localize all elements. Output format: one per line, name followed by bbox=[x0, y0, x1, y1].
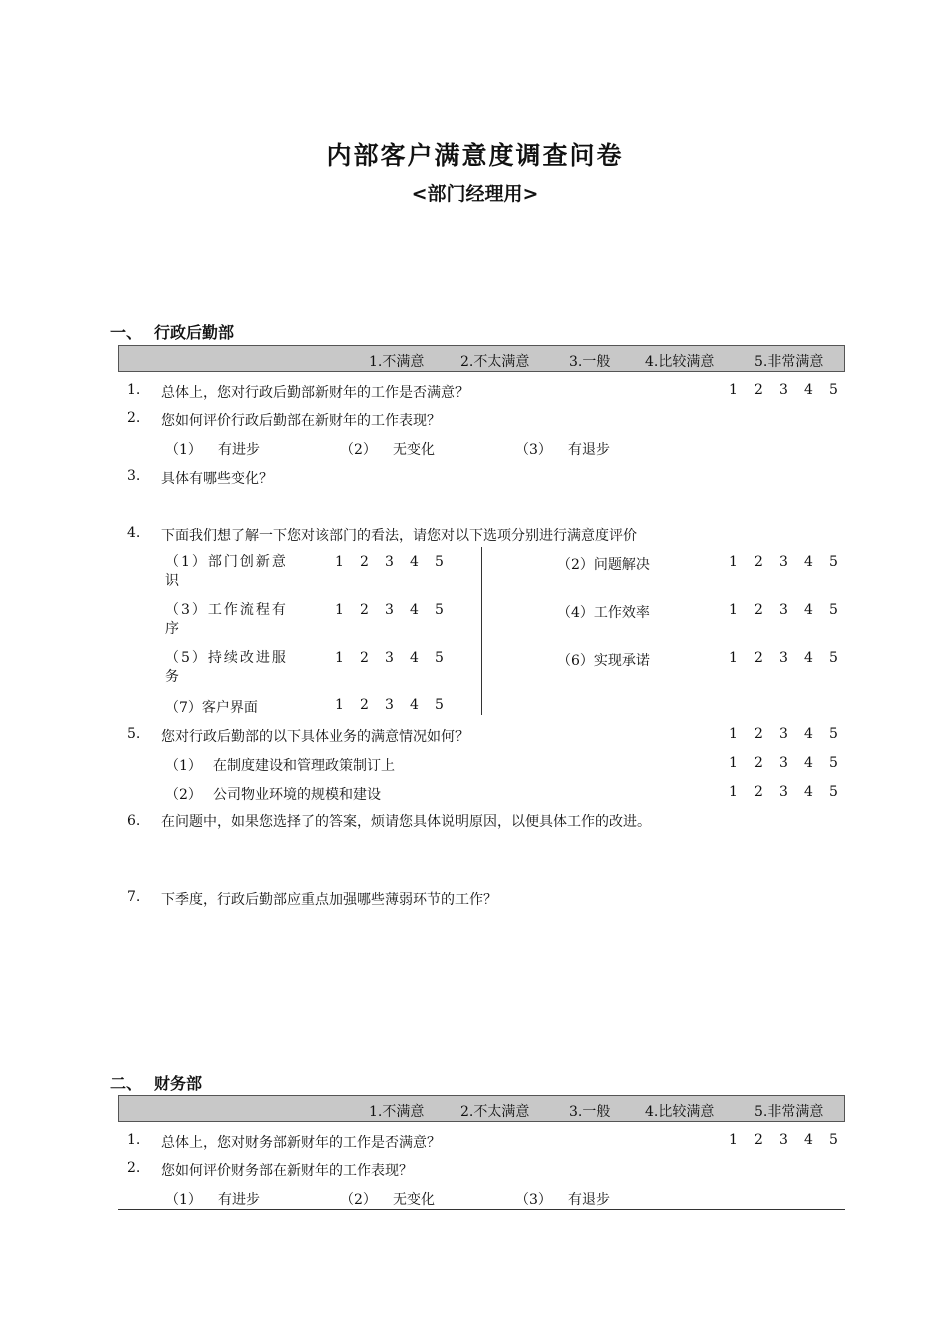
rating-5[interactable]: 5 bbox=[829, 382, 838, 398]
section-title: 行政后勤部 bbox=[154, 323, 235, 342]
rating-1[interactable]: 1 bbox=[729, 1132, 738, 1148]
rating-4[interactable]: 4 bbox=[804, 784, 813, 800]
rating-5[interactable]: 5 bbox=[829, 602, 838, 618]
rating-5[interactable]: 5 bbox=[829, 755, 838, 771]
scale-label-3: 3.一般 bbox=[569, 354, 611, 370]
rating-1[interactable]: 1 bbox=[335, 602, 344, 618]
rating-4[interactable]: 4 bbox=[804, 554, 813, 570]
question-number: 5. bbox=[127, 726, 141, 742]
rating-5[interactable]: 5 bbox=[829, 554, 838, 570]
rating-1[interactable]: 1 bbox=[335, 697, 344, 713]
rating-3[interactable]: 3 bbox=[385, 697, 394, 713]
question-text: 总体上，您对行政后勤部新财年的工作是否满意？ bbox=[161, 385, 469, 401]
option-nochange[interactable]: 无变化 bbox=[393, 442, 435, 458]
section-number: 二、 bbox=[110, 1074, 143, 1093]
question-number: 6. bbox=[127, 813, 141, 829]
rating-3[interactable]: 3 bbox=[779, 726, 788, 742]
rating-4[interactable]: 4 bbox=[410, 602, 419, 618]
question-text: 下季度，行政后勤部应重点加强哪些薄弱环节的工作？ bbox=[161, 892, 497, 908]
column-divider bbox=[481, 547, 482, 715]
rating-scale-bar bbox=[118, 345, 845, 372]
question-number: 4. bbox=[127, 525, 141, 541]
table-bottom-rule bbox=[118, 1209, 845, 1210]
option-regress[interactable]: 有退步 bbox=[568, 442, 610, 458]
evaluation-item-problem-solving: （2）问题解决 bbox=[557, 557, 650, 573]
rating-3[interactable]: 3 bbox=[779, 554, 788, 570]
rating-1[interactable]: 1 bbox=[335, 554, 344, 570]
rating-1[interactable]: 1 bbox=[729, 784, 738, 800]
rating-4[interactable]: 4 bbox=[410, 650, 419, 666]
rating-2[interactable]: 2 bbox=[754, 1132, 763, 1148]
option-progress[interactable]: 有进步 bbox=[218, 442, 260, 458]
rating-2[interactable]: 2 bbox=[360, 554, 369, 570]
sub-item-property: 公司物业环境的规模和建设 bbox=[213, 787, 381, 803]
rating-5[interactable]: 5 bbox=[435, 602, 444, 618]
section-title: 财务部 bbox=[154, 1074, 203, 1093]
rating-3[interactable]: 3 bbox=[779, 650, 788, 666]
scale-label-3: 3.一般 bbox=[569, 1104, 611, 1120]
rating-2[interactable]: 2 bbox=[360, 650, 369, 666]
rating-5[interactable]: 5 bbox=[435, 650, 444, 666]
rating-options[interactable] bbox=[729, 602, 854, 618]
rating-options[interactable] bbox=[729, 554, 854, 570]
option-marker[interactable]: （3） bbox=[515, 442, 552, 458]
rating-options[interactable] bbox=[729, 650, 854, 666]
section-heading-finance bbox=[110, 1071, 202, 1094]
rating-4[interactable]: 4 bbox=[804, 602, 813, 618]
scale-label-5: 5.非常满意 bbox=[754, 1104, 824, 1120]
rating-1[interactable]: 1 bbox=[729, 382, 738, 398]
rating-4[interactable]: 4 bbox=[410, 554, 419, 570]
rating-2[interactable]: 2 bbox=[754, 784, 763, 800]
rating-1[interactable]: 1 bbox=[729, 650, 738, 666]
rating-options[interactable] bbox=[335, 602, 460, 618]
rating-scale-bar bbox=[118, 1095, 845, 1122]
option-marker[interactable]: （3） bbox=[515, 1192, 552, 1208]
option-marker[interactable]: （1） bbox=[165, 442, 202, 458]
question-number: 2. bbox=[127, 1160, 141, 1176]
section-number: 一、 bbox=[110, 323, 143, 342]
rating-5[interactable]: 5 bbox=[829, 726, 838, 742]
question-text: 您对行政后勤部的以下具体业务的满意情况如何？ bbox=[161, 729, 469, 745]
evaluation-item-improvement: （5）持续改进服务 bbox=[165, 650, 288, 685]
rating-2[interactable]: 2 bbox=[754, 726, 763, 742]
rating-5[interactable]: 5 bbox=[829, 650, 838, 666]
scale-label-1: 1.不满意 bbox=[369, 1104, 425, 1120]
rating-3[interactable]: 3 bbox=[385, 650, 394, 666]
option-progress[interactable]: 有进步 bbox=[218, 1192, 260, 1208]
rating-5[interactable]: 5 bbox=[829, 1132, 838, 1148]
rating-5[interactable]: 5 bbox=[435, 554, 444, 570]
rating-5[interactable]: 5 bbox=[829, 784, 838, 800]
rating-1[interactable]: 1 bbox=[729, 755, 738, 771]
rating-options[interactable] bbox=[729, 726, 854, 742]
section-heading-admin bbox=[110, 320, 234, 343]
sub-item-marker: （2） bbox=[165, 787, 202, 803]
option-marker[interactable]: （2） bbox=[340, 1192, 377, 1208]
rating-3[interactable]: 3 bbox=[779, 784, 788, 800]
question-text: 在问题中，如果您选择了的答案，烦请您具体说明原因，以便具体工作的改进。 bbox=[161, 814, 651, 830]
rating-5[interactable]: 5 bbox=[435, 697, 444, 713]
question-number: 7. bbox=[127, 889, 141, 905]
rating-2[interactable]: 2 bbox=[360, 697, 369, 713]
rating-2[interactable]: 2 bbox=[754, 602, 763, 618]
option-regress[interactable]: 有退步 bbox=[568, 1192, 610, 1208]
scale-label-4: 4.比较满意 bbox=[645, 354, 715, 370]
question-number: 1. bbox=[127, 1132, 141, 1148]
rating-4[interactable]: 4 bbox=[804, 382, 813, 398]
rating-3[interactable]: 3 bbox=[385, 602, 394, 618]
scale-label-1: 1.不满意 bbox=[369, 354, 425, 370]
option-marker[interactable]: （2） bbox=[340, 442, 377, 458]
rating-2[interactable]: 2 bbox=[754, 382, 763, 398]
rating-3[interactable]: 3 bbox=[779, 1132, 788, 1148]
rating-options[interactable] bbox=[335, 554, 460, 570]
scale-label-5: 5.非常满意 bbox=[754, 354, 824, 370]
rating-4[interactable]: 4 bbox=[804, 755, 813, 771]
question-number: 2. bbox=[127, 410, 141, 426]
question-text: 您如何评价财务部在新财年的工作表现？ bbox=[161, 1163, 413, 1179]
rating-options[interactable] bbox=[335, 697, 460, 713]
rating-4[interactable]: 4 bbox=[410, 697, 419, 713]
question-text: 具体有哪些变化？ bbox=[161, 471, 273, 487]
option-nochange[interactable]: 无变化 bbox=[393, 1192, 435, 1208]
rating-1[interactable]: 1 bbox=[729, 602, 738, 618]
scale-label-4: 4.比较满意 bbox=[645, 1104, 715, 1120]
page-subtitle: <部门经理用> bbox=[411, 183, 539, 205]
rating-2[interactable]: 2 bbox=[754, 650, 763, 666]
evaluation-item-innovation: （1）部门创新意识 bbox=[165, 554, 288, 589]
rating-3[interactable]: 3 bbox=[385, 554, 394, 570]
scale-label-2: 2.不太满意 bbox=[460, 354, 530, 370]
rating-options[interactable] bbox=[729, 784, 854, 800]
rating-options[interactable] bbox=[729, 382, 854, 398]
rating-1[interactable]: 1 bbox=[335, 650, 344, 666]
option-marker[interactable]: （1） bbox=[165, 1192, 202, 1208]
rating-3[interactable]: 3 bbox=[779, 602, 788, 618]
evaluation-item-workflow: （3）工作流程有序 bbox=[165, 602, 288, 637]
rating-3[interactable]: 3 bbox=[779, 382, 788, 398]
question-text: 您如何评价行政后勤部在新财年的工作表现？ bbox=[161, 413, 441, 429]
question-number: 1. bbox=[127, 382, 141, 398]
rating-4[interactable]: 4 bbox=[804, 650, 813, 666]
question-number: 3. bbox=[127, 468, 141, 484]
sub-item-marker: （1） bbox=[165, 758, 202, 774]
rating-1[interactable]: 1 bbox=[729, 726, 738, 742]
rating-2[interactable]: 2 bbox=[754, 554, 763, 570]
rating-options[interactable] bbox=[729, 1132, 854, 1148]
question-text: 总体上，您对财务部新财年的工作是否满意？ bbox=[161, 1135, 441, 1151]
evaluation-item-commitment: （6）实现承诺 bbox=[557, 653, 650, 669]
sub-item-policy: 在制度建设和管理政策制订上 bbox=[213, 758, 395, 774]
question-text: 下面我们想了解一下您对该部门的看法，请您对以下选项分别进行满意度评价 bbox=[161, 528, 637, 544]
rating-options[interactable] bbox=[729, 755, 854, 771]
rating-options[interactable] bbox=[335, 650, 460, 666]
evaluation-item-interface: （7）客户界面 bbox=[165, 700, 258, 716]
rating-3[interactable]: 3 bbox=[779, 755, 788, 771]
rating-1[interactable]: 1 bbox=[729, 554, 738, 570]
evaluation-item-efficiency: （4）工作效率 bbox=[557, 605, 650, 621]
rating-2[interactable]: 2 bbox=[360, 602, 369, 618]
page-title: 内部客户满意度调查问卷 bbox=[326, 141, 624, 170]
rating-4[interactable]: 4 bbox=[804, 1132, 813, 1148]
scale-label-2: 2.不太满意 bbox=[460, 1104, 530, 1120]
rating-4[interactable]: 4 bbox=[804, 726, 813, 742]
rating-2[interactable]: 2 bbox=[754, 755, 763, 771]
